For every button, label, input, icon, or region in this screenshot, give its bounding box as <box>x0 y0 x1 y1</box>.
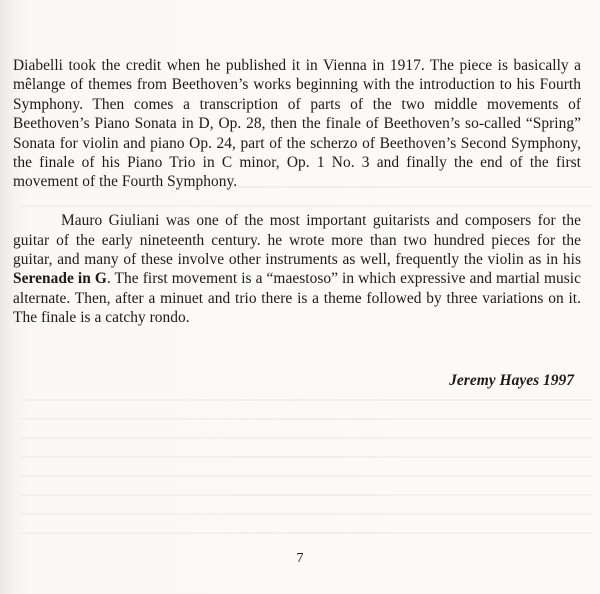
author-signature: Jeremy Hayes 1997 <box>449 372 574 389</box>
bleed-through-line <box>20 399 592 401</box>
bleed-through-line <box>20 494 592 496</box>
bleed-through-line <box>20 456 592 458</box>
bleed-through-line <box>20 475 592 477</box>
bleed-through-line <box>20 418 592 420</box>
bleed-through-line <box>20 513 592 515</box>
paragraph-giuliani-text-cont: . The first movement is a “maestoso” in which expressive and martial music alternate. Then, after a minuet and trio there is a theme followed by three variations on it. The finale is a catchy rondo. <box>13 270 582 327</box>
work-title-serenade: Serenade in G <box>13 270 107 288</box>
paragraph-diabelli: Diabelli took the credit when he published it in Vienna in 1917. The piece is basically a mêlange of themes from Beethoven’s works beginning with the introduction to his Fourth Symphony. Then comes a transcription of parts of the two middle movements of Beethoven’s Piano Sonata in D, Op. 28, then the finale of Beethoven’s so-called “Spring” Sonata for violin and piano Op. 24, part of the scherzo of Beethoven’s Second Symphony, the finale of his Piano Trio in C minor, Op. 1 No. 3 and finally the end of the first movement of the Fourth Symphony. <box>13 57 581 191</box>
article-body <box>13 56 581 328</box>
bleed-through-line <box>20 437 592 439</box>
page-number: 7 <box>296 551 304 566</box>
paragraph-giuliani <box>13 211 581 327</box>
paragraph-giuliani-text: Mauro Giuliani was one of the most important guitarists and composers for the guitar of the early nineteenth century. he wrote more than two hundred pieces for the guitar, and many of these involve other instruments as well, frequently the violin as in his <box>13 212 581 269</box>
bleed-through-line <box>20 532 592 534</box>
